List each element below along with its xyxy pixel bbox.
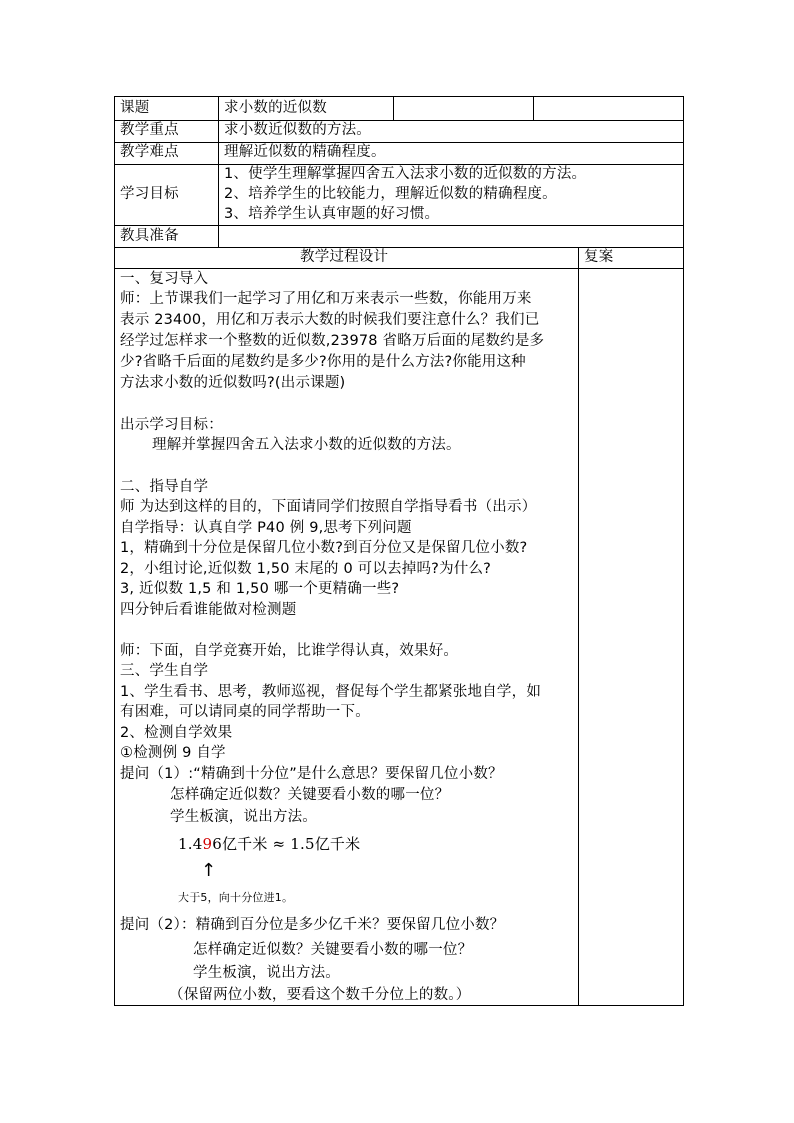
body-line: 出示学习目标： bbox=[120, 417, 223, 433]
body-line: 2、检测自学效果 bbox=[120, 725, 233, 741]
body-line: 少?省略千后面的尾数约是多少?你用的是什么方法?你能用这种 bbox=[120, 354, 526, 370]
formula-prefix: 1.4 bbox=[178, 835, 203, 853]
key-point-label: 教学重点 bbox=[120, 122, 179, 138]
formula-suffix: 6亿千米 ≈ 1.5亿千米 bbox=[212, 835, 361, 853]
body-line: 怎样确定近似数？关键要看小数的哪一位？ bbox=[193, 942, 473, 958]
body-line: 表示 23400，用亿和万表示大数的时候我们要注意什么？我们已 bbox=[120, 312, 540, 328]
topic-label: 课题 bbox=[120, 100, 150, 116]
body-line: 1，精确到十分位是保留几位小数?到百分位又是保留几位小数? bbox=[120, 540, 528, 556]
body-line: 有困难，可以请同桌的同学帮助一下。 bbox=[120, 704, 370, 720]
body-line: 师：下面，自学竞赛开始，比谁学得认真，效果好。 bbox=[120, 643, 459, 659]
body-line: 3, 近似数 1,5 和 1,50 哪一个更精确一些? bbox=[120, 581, 400, 597]
col-divider bbox=[578, 247, 579, 1005]
col-divider bbox=[218, 97, 219, 247]
design-header: 教学过程设计 bbox=[300, 249, 389, 265]
key-point-value: 求小数近似数的方法。 bbox=[224, 122, 371, 138]
body-line: ①检测例 9 自学 bbox=[120, 745, 226, 761]
difficulty-value: 理解近似数的精确程度。 bbox=[224, 144, 386, 160]
body-line: 1、学生看书、思考，教师巡视，督促每个学生都紧张地自学，如 bbox=[120, 684, 542, 700]
formula bbox=[178, 834, 360, 854]
up-arrow-icon: ↑ bbox=[201, 860, 217, 881]
col-divider bbox=[533, 97, 534, 120]
goals-label: 学习目标 bbox=[120, 186, 179, 202]
row-divider bbox=[115, 142, 683, 143]
body-line: 经学过怎样求一个整数的近似数,23978 省略万后面的尾数约是多 bbox=[120, 333, 545, 349]
goal-item: 2、培养学生的比较能力，理解近似数的精确程度。 bbox=[224, 186, 557, 202]
section-heading: 二、指导自学 bbox=[120, 479, 209, 495]
body-line: 师：上节课我们一起学习了用亿和万来表示一些数，你能用万来 bbox=[120, 291, 532, 307]
row-divider bbox=[115, 120, 683, 121]
body-line: 学生板演，说出方法。 bbox=[193, 965, 340, 981]
body-line: 方法求小数的近似数吗?(出示课题) bbox=[120, 375, 346, 391]
lesson-table bbox=[114, 96, 684, 1006]
goal-item: 1、使学生理解掌握四舍五入法求小数的近似数的方法。 bbox=[224, 166, 587, 182]
body-line: 提问（1）:“精确到十分位”是什么意思？要保留几位小数？ bbox=[120, 766, 503, 782]
body-line: 师 为达到这样的目的，下面请同学们按照自学指导看书（出示） bbox=[120, 499, 537, 515]
prep-label: 教具准备 bbox=[120, 228, 179, 244]
topic-value: 求小数的近似数 bbox=[224, 100, 327, 116]
body-line: 四分钟后看谁能做对检测题 bbox=[120, 602, 297, 618]
body-line: 自学指导：认真自学 P40 例 9,思考下列问题 bbox=[120, 520, 412, 536]
formula-highlight-digit: 9 bbox=[202, 835, 213, 853]
body-line: 怎样确定近似数？关键要看小数的哪一位？ bbox=[170, 787, 450, 803]
body-line: 2，小组讨论,近似数 1,50 末尾的 0 可以去掉吗?为什么? bbox=[120, 561, 492, 577]
body-line: （保留两位小数，要看这个数千分位上的数。） bbox=[169, 987, 471, 1003]
body-line: 学生板演，说出方法。 bbox=[170, 809, 317, 825]
review-header: 复案 bbox=[584, 249, 614, 265]
col-divider bbox=[393, 97, 394, 120]
formula-note: 大于5，向十分位进1。 bbox=[178, 891, 294, 904]
goal-item: 3、培养学生认真审题的好习惯。 bbox=[224, 206, 440, 222]
section-heading: 一、复习导入 bbox=[120, 271, 209, 287]
body-line: 理解并掌握四舍五入法求小数的近似数的方法。 bbox=[152, 437, 461, 453]
body-line: 提问（2）：精确到百分位是多少亿千米？要保留几位小数？ bbox=[120, 917, 505, 933]
difficulty-label: 教学难点 bbox=[120, 144, 179, 160]
section-heading: 三、学生自学 bbox=[120, 663, 209, 679]
row-divider bbox=[115, 225, 683, 226]
